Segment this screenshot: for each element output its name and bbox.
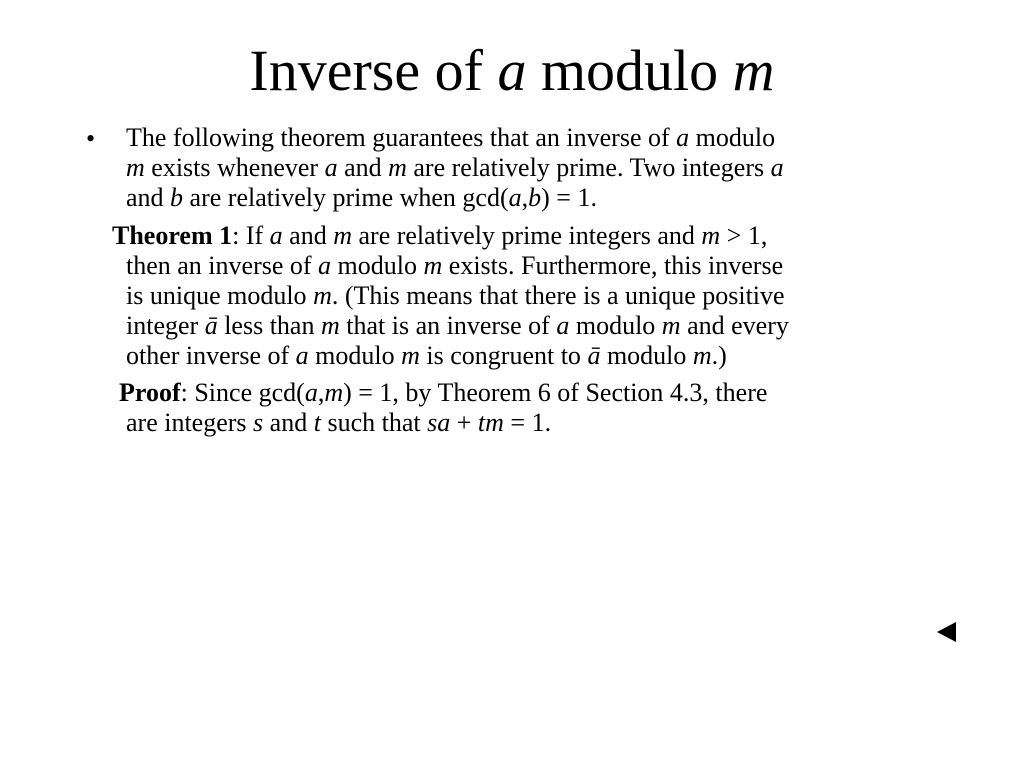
back-triangle-icon xyxy=(935,620,959,644)
theorem-line-3: is unique modulo m. (This means that there is a unique positive xyxy=(126,281,785,310)
theorem-line-1: Theorem 1: If a and m are relatively prime integers and m > 1, xyxy=(112,221,768,250)
theorem-label: Theorem 1 xyxy=(112,221,233,250)
back-button[interactable] xyxy=(935,620,959,644)
intro-paragraph xyxy=(126,123,946,213)
theorem-line-5: other inverse of a modulo m is congruent to ā modulo m.) xyxy=(126,341,727,370)
intro-line-3: and b are relatively prime when gcd(a,b) = 1. xyxy=(126,183,597,212)
theorem-line-2: then an inverse of a modulo m exists. Furthermore, this inverse xyxy=(126,251,784,280)
theorem-paragraph xyxy=(112,221,946,371)
intro-line-1: The following theorem guarantees that an inverse of a modulo xyxy=(126,123,776,152)
title-var-m: m xyxy=(732,38,775,103)
slide-title xyxy=(0,38,1024,104)
title-text-modulo: modulo xyxy=(526,38,733,103)
theorem-line-4: integer ā less than m that is an inverse of a modulo m and every xyxy=(126,311,789,340)
bullet-marker: • xyxy=(86,124,96,153)
title-var-a: a xyxy=(497,38,527,103)
proof-line-2: are integers s and t such that sa + tm = 1. xyxy=(126,408,552,437)
title-text: Inverse of xyxy=(249,38,498,103)
proof-label: Proof xyxy=(119,378,181,407)
proof-paragraph xyxy=(119,378,946,438)
intro-line-2: m exists whenever a and m are relatively prime. Two integers a xyxy=(126,153,784,182)
proof-line-1: Proof: Since gcd(a,m) = 1, by Theorem 6 of Section 4.3, there xyxy=(119,378,768,407)
